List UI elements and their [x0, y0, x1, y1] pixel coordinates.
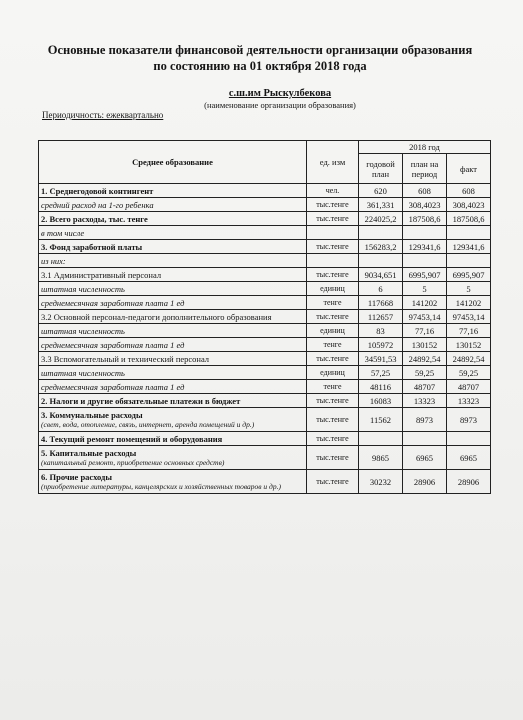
table-row: [39, 240, 491, 254]
row-fact: 129341,6: [447, 240, 491, 254]
row-sublabel: (приобретение литературы, канцелярских и хозяйственных товаров и др.): [41, 482, 281, 491]
row-fact: [447, 226, 491, 240]
row-period-plan: 5: [403, 282, 447, 296]
row-period-plan: 13323: [403, 394, 447, 408]
table-row: [39, 310, 491, 324]
row-label-text: 2. Всего расходы, тыс. тенге: [41, 213, 148, 224]
row-annual-plan: 105972: [359, 338, 403, 352]
table-row: [39, 198, 491, 212]
header-fact: факт: [447, 154, 491, 184]
row-label-text: 2. Налоги и другие обязательные платежи в бюджет: [41, 395, 241, 406]
row-label: [39, 470, 307, 494]
row-fact: 59,25: [447, 366, 491, 380]
table-row: [39, 432, 491, 446]
table-row: [39, 268, 491, 282]
row-unit: тыс.тенге: [307, 432, 359, 446]
row-annual-plan: 16083: [359, 394, 403, 408]
table-row: [39, 338, 491, 352]
table-row: [39, 324, 491, 338]
row-unit: чел.: [307, 184, 359, 198]
row-period-plan: 6965: [403, 446, 447, 470]
row-label-text: 5. Капитальные расходы: [41, 448, 137, 458]
row-label-text: 4. Текущий ремонт помещений и оборудования: [41, 433, 223, 444]
row-period-plan: 608: [403, 184, 447, 198]
row-label-text: 3.1 Административный персонал: [41, 269, 162, 280]
row-label: [39, 380, 307, 394]
row-period-plan: 97453,14: [403, 310, 447, 324]
row-period-plan: 24892,54: [403, 352, 447, 366]
row-label-text: среднемесячная заработная плата 1 ед: [41, 381, 185, 392]
row-period-plan: 59,25: [403, 366, 447, 380]
row-period-plan: 77,16: [403, 324, 447, 338]
row-annual-plan: [359, 432, 403, 446]
header-unit: ед. изм: [307, 141, 359, 184]
row-label-text: штатная численность: [41, 283, 125, 294]
row-unit: тыс.тенге: [307, 394, 359, 408]
row-annual-plan: 9865: [359, 446, 403, 470]
row-label-text: 1. Среднегодовой контингент: [41, 185, 154, 196]
row-fact: 48707: [447, 380, 491, 394]
row-label-text: среднемесячная заработная плата 1 ед: [41, 297, 185, 308]
organization-caption: (наименование организации образования): [204, 100, 356, 110]
row-period-plan: [403, 254, 447, 268]
row-period-plan: 187508,6: [403, 212, 447, 226]
row-label: [39, 394, 307, 408]
row-label: [39, 184, 307, 198]
row-period-plan: 8973: [403, 408, 447, 432]
row-label: [39, 324, 307, 338]
row-unit: тыс.тенге: [307, 310, 359, 324]
periodicity: Периодичность: ежеквартально: [42, 110, 164, 120]
header-year: 2018 год: [359, 141, 491, 154]
row-label: [39, 408, 307, 432]
row-fact: 8973: [447, 408, 491, 432]
row-period-plan: 48707: [403, 380, 447, 394]
row-annual-plan: 30232: [359, 470, 403, 494]
row-period-plan: 130152: [403, 338, 447, 352]
row-annual-plan: 112657: [359, 310, 403, 324]
table-row: [39, 254, 491, 268]
table-row: [39, 212, 491, 226]
row-label: [39, 432, 307, 446]
row-label: [39, 282, 307, 296]
row-unit: тыс.тенге: [307, 408, 359, 432]
row-unit: тыс.тенге: [307, 470, 359, 494]
row-annual-plan: 620: [359, 184, 403, 198]
header-education: Среднее образование: [39, 141, 307, 184]
row-label: [39, 268, 307, 282]
row-label-text: 3. Коммунальные расходы: [41, 410, 143, 420]
row-fact: 141202: [447, 296, 491, 310]
row-unit: тыс.тенге: [307, 240, 359, 254]
row-unit: единиц: [307, 282, 359, 296]
row-label: [39, 310, 307, 324]
row-unit: тенге: [307, 296, 359, 310]
table-row: [39, 366, 491, 380]
row-label: [39, 296, 307, 310]
table-row: [39, 408, 491, 432]
table-row: [39, 394, 491, 408]
table-body: [39, 184, 491, 494]
row-annual-plan: 48116: [359, 380, 403, 394]
row-label-text: в том числе: [41, 227, 85, 238]
row-period-plan: [403, 432, 447, 446]
row-annual-plan: 11562: [359, 408, 403, 432]
row-label: [39, 198, 307, 212]
row-fact: 6995,907: [447, 268, 491, 282]
row-period-plan: 28906: [403, 470, 447, 494]
row-annual-plan: 224025,2: [359, 212, 403, 226]
row-label-text: 3.3 Вспомогательный и технический персонал: [41, 353, 210, 364]
row-annual-plan: 361,331: [359, 198, 403, 212]
row-unit: тыс.тенге: [307, 198, 359, 212]
row-fact: 28906: [447, 470, 491, 494]
row-sublabel: (свет, вода, отопление, связь, интернет, аренда помещений и др.): [41, 420, 255, 429]
row-unit: единиц: [307, 366, 359, 380]
row-label-text: штатная численность: [41, 367, 125, 378]
row-label: [39, 240, 307, 254]
table-row: [39, 184, 491, 198]
row-unit: [307, 226, 359, 240]
row-annual-plan: 6: [359, 282, 403, 296]
row-period-plan: 129341,6: [403, 240, 447, 254]
row-fact: 5: [447, 282, 491, 296]
row-annual-plan: 156283,2: [359, 240, 403, 254]
row-label-text: штатная численность: [41, 325, 125, 336]
row-label-text: 3.2 Основной персонал-педагоги дополнительного образования: [41, 311, 272, 322]
row-label: [39, 212, 307, 226]
organization-name: с.ш.им Рыскулбекова: [228, 88, 332, 99]
row-unit: тыс.тенге: [307, 446, 359, 470]
row-unit: тенге: [307, 338, 359, 352]
row-period-plan: 308,4023: [403, 198, 447, 212]
table-row: [39, 296, 491, 310]
table-row: [39, 282, 491, 296]
row-fact: [447, 254, 491, 268]
row-unit: тыс.тенге: [307, 268, 359, 282]
row-sublabel: (капитальный ремонт, приобретение основных средств): [41, 458, 225, 467]
row-fact: 308,4023: [447, 198, 491, 212]
row-fact: 187508,6: [447, 212, 491, 226]
table-row: [39, 470, 491, 494]
row-annual-plan: [359, 226, 403, 240]
financial-indicators-table: [38, 140, 491, 494]
row-period-plan: 6995,907: [403, 268, 447, 282]
row-unit: единиц: [307, 324, 359, 338]
row-annual-plan: 9034,651: [359, 268, 403, 282]
row-label-text: 3. Фонд заработной платы: [41, 241, 143, 252]
row-label: [39, 366, 307, 380]
row-annual-plan: [359, 254, 403, 268]
row-label-text: средний расход на 1-го ребенка: [41, 199, 154, 210]
row-fact: 77,16: [447, 324, 491, 338]
row-label: [39, 338, 307, 352]
row-annual-plan: 117668: [359, 296, 403, 310]
row-annual-plan: 83: [359, 324, 403, 338]
row-unit: тыс.тенге: [307, 212, 359, 226]
table-row: [39, 226, 491, 240]
row-period-plan: 141202: [403, 296, 447, 310]
row-fact: 24892,54: [447, 352, 491, 366]
table-row: [39, 352, 491, 366]
row-annual-plan: 57,25: [359, 366, 403, 380]
document-title: Основные показатели финансовой деятельности организации образования по состоянию на 01 октября 2018 года: [47, 43, 473, 73]
row-annual-plan: 34591,53: [359, 352, 403, 366]
row-period-plan: [403, 226, 447, 240]
row-unit: тенге: [307, 380, 359, 394]
row-fact: 6965: [447, 446, 491, 470]
row-label-text: 6. Прочие расходы: [41, 472, 112, 482]
header-period-plan: план на период: [403, 154, 447, 184]
row-fact: 97453,14: [447, 310, 491, 324]
row-label-text: из них:: [41, 255, 66, 266]
row-unit: [307, 254, 359, 268]
row-label: [39, 226, 307, 240]
header-annual-plan: годовой план: [359, 154, 403, 184]
row-unit: тыс.тенге: [307, 352, 359, 366]
row-label: [39, 352, 307, 366]
row-label-text: среднемесячная заработная плата 1 ед: [41, 339, 185, 350]
row-fact: 13323: [447, 394, 491, 408]
row-label: [39, 254, 307, 268]
table-row: [39, 380, 491, 394]
row-label: [39, 446, 307, 470]
row-fact: [447, 432, 491, 446]
row-fact: 130152: [447, 338, 491, 352]
table-row: [39, 446, 491, 470]
row-fact: 608: [447, 184, 491, 198]
